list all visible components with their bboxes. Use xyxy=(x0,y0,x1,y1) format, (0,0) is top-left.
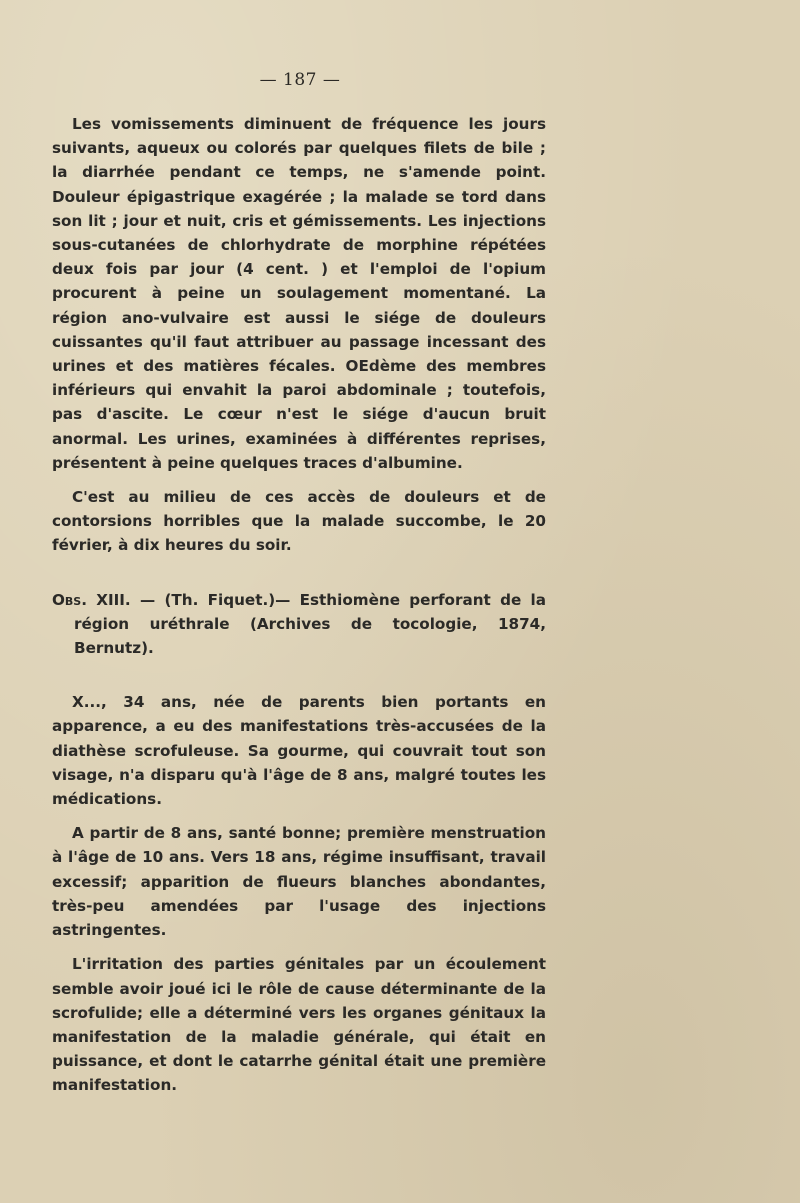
paragraph-irritation: L'irritation des parties génitales par un écoulement semble avoir joué ici le rôle de cause déterminante de la scrofulide; elle a déterminé vers les organes génitaux la manifestation de la maladie générale, qui était en puissance, et dont le catarrhe génital était une première manifestation. xyxy=(52,955,546,1095)
paragraph-menstruation: A partir de 8 ans, santé bonne; première menstruation à l'âge de 10 ans. Vers 18 ans, régime insuffisant, travail excessif; apparition de flueurs blanches abondantes, très-peu amendées par l'usage des injections astringentes. xyxy=(52,824,546,940)
paragraph-vomissements: Les vomissements diminuent de fréquence les jours suivants, aqueux ou colorés par quelques filets de bile ; la diarrhée pendant ce temps, ne s'amende point. Douleur épigastrique exagérée ; la malade se tord dans son lit ; jour et nuit, cris et gémissements. Les injections sous-cutanées de chlorhydrate de morphine répétées deux fois par jour (4 cent. ) et l'emploi de l'opium procurent à peine un soulagement momentané. La région ano-vulvaire est aussi le siége de douleurs cuissantes qu'il faut attribuer au passage incessant des urines et des matières fécales. OEdème des membres inférieurs qui envahit la paroi abdominale ; toutefois, pas d'ascite. Le cœur n'est le siége d'aucun bruit anormal. Les urines, examinées à différentes reprises, présentent à peine quelques traces d'albumine. xyxy=(52,115,546,472)
observation-title: — (Th. Fiquet.)— Esthiomène perforant de la région uréthrale (Archives de tocologie, 1874, Bernutz). xyxy=(74,590,546,658)
page-body xyxy=(52,112,546,1098)
observation-number: Obs. XIII. xyxy=(52,590,131,609)
paragraph-deces: C'est au milieu de ces accès de douleurs et de contorsions horribles que la malade succombe, le 20 février, à dix heures du soir. xyxy=(52,488,546,555)
paragraph-antecedents: X..., 34 ans, née de parents bien portants en apparence, a eu des manifestations très-accusées de la diathèse scrofuleuse. Sa gourme, qui couvrait tout son visage, n'a disparu qu'à l'âge de 8 ans, malgré toutes les médications. xyxy=(52,693,546,809)
observation-heading xyxy=(52,588,546,661)
page-number: — 187 — xyxy=(259,70,341,90)
